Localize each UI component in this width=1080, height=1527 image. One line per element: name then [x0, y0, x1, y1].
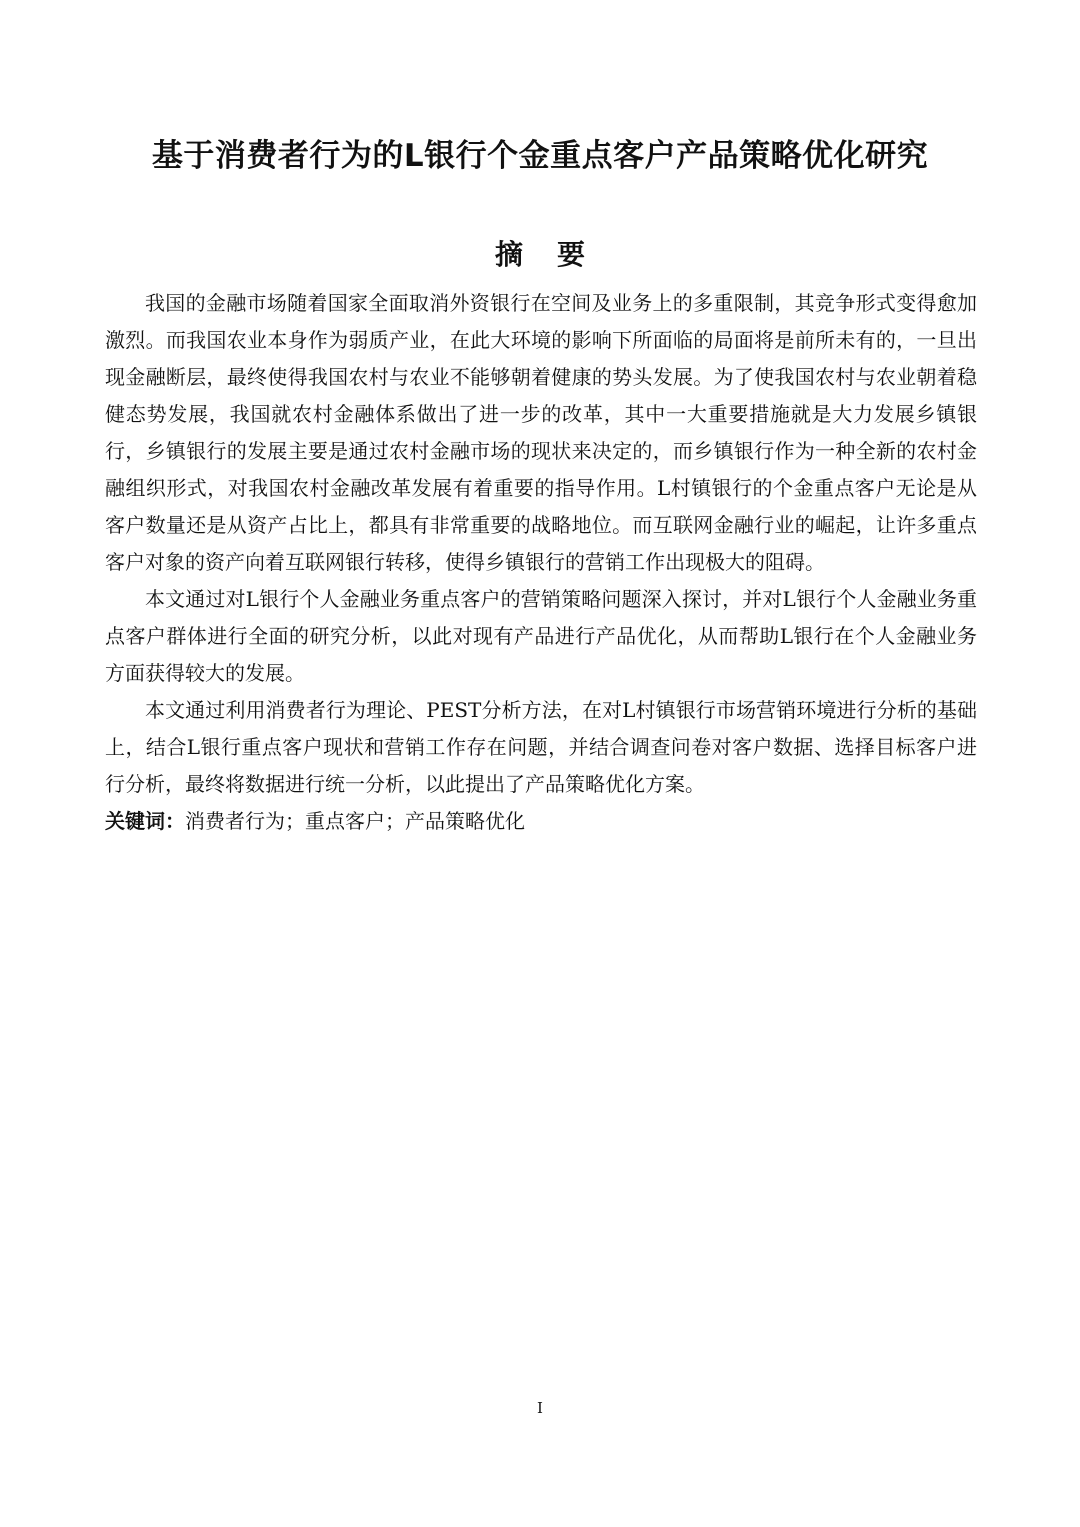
- abstract-heading: 摘要: [494, 238, 619, 271]
- abstract-paragraph-3: 本文通过利用消费者行为理论、PEST分析方法，在对L村镇银行市场营销环境进行分析的基础上，结合L银行重点客户现状和营销工作存在问题，并结合调查问卷对客户数据、选择目标客户进行分析，最终将数据进行统一分析，以此提出了产品策略优化方案。: [105, 698, 977, 796]
- abstract-paragraph-1: 我国的金融市场随着国家全面取消外资银行在空间及业务上的多重限制，其竞争形式变得愈加激烈。而我国农业本身作为弱质产业，在此大环境的影响下所面临的局面将是前所未有的，一旦出现金融断层，最终使得我国农村与农业不能够朝着健康的势头发展。为了使我国农村与农业朝着稳健态势发展，我国就农村金融体系做出了进一步的改革，其中一大重要措施就是大力发展乡镇银行，乡镇银行的发展主要是通过农村金融市场的现状来决定的，而乡镇银行作为一种全新的农村金融组织形式，对我国农村金融改革发展有着重要的指导作用。L村镇银行的个金重点客户无论是从客户数量还是从资产占比上，都具有非常重要的战略地位。而互联网金融行业的崛起，让许多重点客户对象的资产向着互联网银行转移，使得乡镇银行的营销工作出现极大的阻碍。: [105, 291, 977, 574]
- keywords-value: 消费者行为；重点客户；产品策略优化: [185, 809, 525, 833]
- keywords-label: 关键词：: [105, 809, 185, 833]
- abstract-body: [105, 285, 977, 840]
- paper-title: 基于消费者行为的L银行个金重点客户产品策略优化研究: [151, 138, 929, 174]
- keywords-line: [105, 803, 977, 840]
- abstract-paragraph-2: 本文通过对L银行个人金融业务重点客户的营销策略问题深入探讨，并对L银行个人金融业务重点客户群体进行全面的研究分析，以此对现有产品进行产品优化，从而帮助L银行在个人金融业务方面获得较大的发展。: [105, 587, 977, 685]
- page-number: I: [537, 1399, 543, 1417]
